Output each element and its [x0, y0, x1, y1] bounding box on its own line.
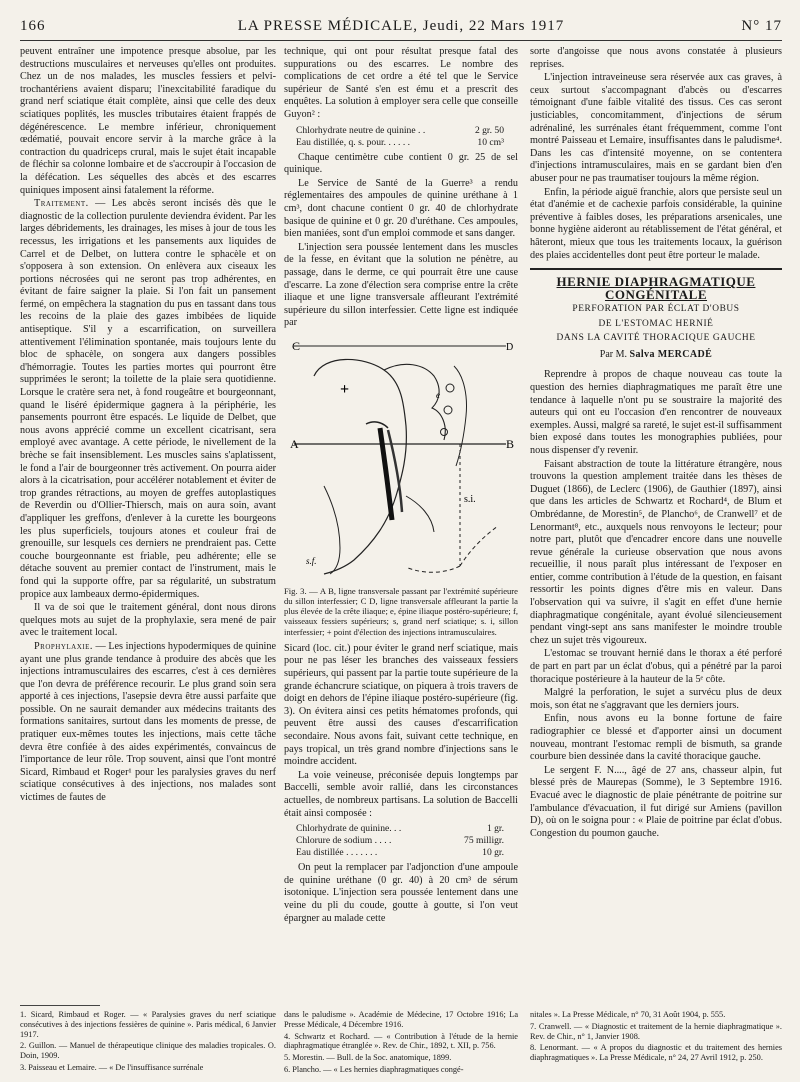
- column-3: [530, 46, 782, 1001]
- figure-3: [284, 336, 518, 582]
- footnote: 5. Morestin. — Bull. de la Soc. anatomique, 1899.: [284, 1053, 452, 1063]
- paragraph: peuvent entraîner une impotence presque absolue, par les destructions musculaires et nerveuses qu'elles ont produites. Chez un de nos malades, les muscles fessiers et pelvi-trochantériens avaient disparu; l'inexcitabilité faradique du grand nerf sciatique était complète, ainsi que celle des deux sciatiques poplités, les muscles tributaires étaient frappés de dégénérescence. Le membre inférieur, chroniquement œdématié, pouvait encore servir à la marche grâce à la contraction du quadriceps crural, mais le sujet était incapable de fléchir sa colonne lombaire et de s'accroupir à l'occasion de la défécation. Les séquelles des abcès et des escarres quiniques imposent ainsi fatalement la réforme.: [20, 46, 276, 196]
- paragraph: Malgré la perforation, le sujet a survécu plus de deux mois, son état ne s'aggravant que les derniers jours.: [530, 687, 782, 711]
- footnote: 2. Guillon. — Manuel de thérapeutique clinique des maladies tropicales. O. Doin, 1909.: [20, 1041, 276, 1061]
- sacral-foramen: [446, 384, 454, 392]
- paragraph: Il va de soi que le traitement général, dont nous dirons quelques mots au sujet de la prophylaxie, sera mené de pair avec le traitement local.: [20, 602, 276, 639]
- footnote: 6. Plancho. — « Les hernies diaphragmatiques congé-: [284, 1064, 464, 1074]
- formula-row: Eau distillée . . . . . . . 10 gr.: [296, 847, 504, 859]
- paragraph: Reprendre à propos de chaque nouveau cas toute la question des hernies diaphragmatiques me paraît être une tendance à laquelle n'ont pu se soustraire la majorité des auteurs qui ont eu l'occasion d'en rencontrer de nouveaux exemples. Aussi, malgré sa rareté, le sujet est-il suffisamment bien exposé dans toutes les monographies publiées, pour nous dispenser d'y revenir.: [530, 369, 782, 456]
- footnote-rule: [20, 1005, 100, 1006]
- paragraph: L'estomac se trouvant hernié dans le thorax a été perforé de part en part par un éclat d'obus, qui a pénétré par la paroi thoracique postérieure à la hauteur de la 5ᵉ côte.: [530, 648, 782, 685]
- formula-baccelli: [296, 823, 518, 859]
- paragraph: Le Service de Santé de la Guerre³ a rendu réglementaires des ampoules de quinine uréthane à 1 cm³, dont chacune contient 0 gr. 40 de chlorhydrate basique de quinine et 0 gr. 20 d'uréthane. Ces ampoules, bien maniées, sont d'un emploi commode et sans danger.: [284, 177, 518, 240]
- paragraph: technique, qui ont pour résultat presque fatal des suppurations ou des escarres. Le nombre des complications de cet ordre a été tel que le Service supérieur de Santé s'en est ému et a prescrit des enquêtes. La solution à employer sera celle que conseille Guyon² :: [284, 46, 518, 120]
- header-rule: [20, 40, 782, 41]
- paragraph: Faisant abstraction de toute la littérature étrangère, nous trouvons la question amplement traitée dans les thèses de Duguet (1866), de Leclerc (1906), de Gauthier (1897), ainsi que dans les articles de Schwartz et Rochard⁴, de Blum et Ombrédanne, de Morestin⁵, de Plancho⁶, de Cranwell⁷ et de Lenormant⁸, etc., auxquels nous renvoyons le lecteur; pour notre part, plutôt que d'encadrer encore dans une nouvelle revue générale la curieuse observation que nous avons recueillie, il nous paraît plus intéressant de l'exposer en entier, comme contribution à l'étude de la question, en faisant ressortir les points dignes d'être mis en valeur. Dans l'observation qui va suivre, il s'agit en effet d'une hernie diaphragmatique congénitale, ayant évolué silencieusement pendant vingt-sept ans sans manifester le moindre trouble chez un sujet très vigoureux.: [530, 458, 782, 646]
- label-c: C: [292, 338, 301, 353]
- paragraph: L'injection intraveineuse sera réservée aux cas graves, à ceux surtout s'accompagnant d'abcès ou d'escarres témoignant d'une faible vitalité des tissus. Ces cas seront justiciables, concomitamment, d'injections de sérum adrénaliné, les surrénales étant fréquemment, comme l'ont montré Paisseau et Lemaire, insuffisantes dans le paludisme⁴. Dans les cas d'intensité moyenne, on se contentera d'injections intramusculaires, mais en se gardant bien d'en abuser pour ne pas traumatiser toujours la même région.: [530, 72, 782, 184]
- footnote: 8. Lenormant. — « A propos du diagnostic et du traitement des hernies diaphragmatiques ». La Presse Médicale, n° 24, 27 Avril 1912, p. 250.: [530, 1043, 782, 1063]
- formula-row: Chlorure de sodium . . . . 75 milligr.: [296, 835, 504, 847]
- paragraph-prophylaxis: [20, 641, 276, 805]
- femur-outline: [324, 486, 340, 574]
- article-subtitle: DE L'ESTOMAC HERNIÉ: [598, 318, 714, 329]
- paragraph: On peut la remplacer par l'adjonction d'une ampoule de quinine uréthane (0 gr. 40) à 20 cm³ de sérum isotonique. L'injection sera poussée lentement dans une veine du pli du coude, goutte à goutte, si l'on veut épargner au malade cette: [284, 862, 518, 924]
- footnotes-col-1: [20, 1010, 276, 1075]
- sacral-foramen: [444, 406, 452, 414]
- footnotes-col-2: [284, 1010, 518, 1077]
- article-author: Par M. Salva MERCADÉ: [599, 348, 713, 360]
- label-sf: s.f.: [306, 555, 317, 566]
- sacral-foramen: [441, 428, 448, 435]
- paragraph-text: — Les abcès seront incisés dès que le diagnostic de la collection purulente deviendra évident. Par les larges débridements, les drainages, les mises à jour de tous les recessus, les irrigations et les pansements aux liquides de Carrel et de Delbet, on luttera contre le sphacèle et on s'opposera à son extension. On enlèvera aux ciseaux les portions nécrosées qui ne seront pas trop adhérentes, en évitant de faire saigner la plaie. Si l'on fait un pansement fermé, on empêchera la stagnation du pus en tassant dans tous les recoins de la plaie des gazes imbibées de liquide antiseptique. S'il y a escarrification, on surveillera attentivement l'élimination spontanée, mais toujours lente du bloc de sphacèle, on songera aux dangers possibles d'hémorragie. Toutes les parties mortes qui pourront être supprimées le seront; la toilette de la plaie sera quotidienne. Lorsque le cratère sera net, à fond rougeâtre et bourgeonnant, quand le liséré épidermique gagnera à la périphérie, les pansements pourront être espacés. Le liquide de Delbet, que nous avons apprécié comme un excellent cicatrisant, sera employé avec avantage. A cette période, le nivellement de la brèche se fait insensiblement. Les muscles sains s'aplatissent, le fond a l'air de bourgeonner très activement. On pourra aider alors à la cicatrisation, pour accélérer notablement et éviter de trop grandes rétractions, au moyen de greffes autoplastiques de Reverdin ou d'Ollier-Thiersch, mais on aura soin, avant d'appliquer les greffons, d'enlever à la curette les bourgeons les plus superficiels, toujours atones et couleur frai de grenouille, sur lesquels ces derniers ne prendraient pas. Cette couche bourgeonnante est friable, peu adhérente; elle se détache souvent au premier contact de l'instrument, mais le fond qui la supporte offre, par sa régularité, un substratum propice aux lambeaux dermo-épidermiques.: [20, 198, 276, 600]
- gluteal-fold-right: [460, 526, 498, 566]
- label-si: s.i.: [464, 493, 476, 505]
- figure-caption: Fig. 3. — A B, ligne transversale passant par l'extrémité supérieure du sillon interfessier; C D, ligne transversale affleurant la partie la plus élevée de la crête iliaque; e, épine iliaque postéro-supérieure; f, vaisseaux fessiers supérieurs; s, grand nerf sciatique; s. i, sillon interfessier; + point d'élection des injections intramusculaires.: [284, 585, 518, 637]
- footnote: 7. Cranwell. — « Diagnostic et traitement de la hernie diaphragmatique ». Rev. de Chir., n° 1, Janvier 1908.: [530, 1021, 782, 1041]
- paragraph: Enfin, la période aiguë franchie, alors que persiste seul un état d'anémie et de cachexie parfois considérable, la quinine préventive à faibles doses, les préparations arsenicales, une bonne hygiène aideront au rétablissement de l'état général, et hâteront, mieux que tous les traitements locaux, la guérison des plaies accidentelles dont peut être porteur le malade.: [530, 186, 782, 261]
- footnote: 4. Schwartz et Rochard. — « Contribution à l'étude de la hernie diaphragmatique étranglée ». Rev. de Chir., 1892, t. XII, p. 756.: [284, 1031, 518, 1051]
- footnote: dans le paludisme ». Académie de Médecine, 17 Octobre 1916; La Presse Médicale, 4 Décembre 1916.: [284, 1010, 518, 1029]
- formula-row: Chlorhydrate neutre de quinine . . 2 gr. 50: [296, 124, 504, 136]
- footnote: nitales ». La Presse Médicale, n° 70, 31 Août 1904, p. 555.: [530, 1010, 726, 1019]
- article-subtitle: DANS LA CAVITÉ THORACIQUE GAUCHE: [556, 333, 756, 344]
- label-e: e: [436, 389, 440, 400]
- paragraph: Sicard (loc. cit.) pour éviter le grand nerf sciatique, mais pour ne pas léser les branches des vaisseaux fessiers supérieurs, qui passent par la partie toute supérieure de la grande échancrure sciatique, on piquera à trois travers de doigt en dehors de l'épine iliaque postéro-supérieure (fig. 3). On évitera ainsi ces petits hématomes profonds, qui peuvent être aussi des causes d'escarrification secondaire. Nous avons fait, suivant cette technique, en pays tropical, un très grand nombre d'injections sans le moindre accident.: [284, 642, 518, 768]
- sacrum-outline: [384, 364, 445, 440]
- paragraph: La voie veineuse, préconisée depuis longtemps par Baccelli, semble avoir rallié, dans les circonstances actuelles, de nombreux partisans. La solution de Baccelli était ainsi composée :: [284, 769, 518, 819]
- paragraph: Chaque centimètre cube contient 0 gr. 25 de sel quinique.: [284, 151, 518, 176]
- article-heading: [530, 268, 782, 361]
- issue-number: N° 17: [741, 18, 782, 34]
- footnotes-col-3: [530, 1010, 782, 1065]
- column-1: [20, 46, 276, 1001]
- formula-row: Chlorhydrate de quinine. . . 1 gr.: [296, 823, 504, 835]
- paragraph-text: — Les injections hypodermiques de quinine ayant une plus grande tendance à produire des abcès que les injections intramusculaires des escarres, c'est à ces dernières que l'on devra de préférence recourir. Le plus grand soin sera apporté à ces injections, l'asepsie devra être aussi parfaite que possible. On ne saurait demander aux médecins traitants des formations sanitaires, surtout dans les moments de presse, de pratiquer eux-mêmes toutes les injections, mais cette tâche devra être confiée à des aides expérimentés, convaincus de l'importance de leur rôle. Trop souvent, ainsi que l'ont montré Sicard, Rimbaud et Roger¹ pour les paralysies graves du nerf sciatique consécutives à des injections, nos malades sont victimes de fautes de: [20, 640, 276, 804]
- paragraph: Enfin, nous avons eu la bonne fortune de faire radiographier ce blessé et d'apporter ainsi un document nouveau, montrant l'estomac rempli de bismuth, sa grande courbure bien dessinée dans la cavité thoracique gauche.: [530, 713, 782, 763]
- footnote: 3. Paisseau et Lemaire. — « De l'insuffisance surrénale: [20, 1062, 204, 1072]
- formula-row: Eau distillée, q. s. pour. . . . . . 10 cm³: [296, 136, 504, 148]
- paragraph: Le sergent F. N...., âgé de 27 ans, chasseur alpin, fut blessé près de Maurepas (Somme), le 3 Septembre 1916. Evacué avec le diagnostic de plaie pénétrante de poitrine sur l'ambulance d'évacuation, il fut dirigé sur Amiens (pavillon D), où on le soigna pour : « Plaie de poitrine par éclat d'obus. Congestion du poumon gauche.: [530, 764, 782, 839]
- article-title: HERNIE DIAPHRAGMATIQUE CONGÉNITALE: [556, 274, 756, 302]
- label-a: A: [290, 436, 299, 451]
- label-d: D: [506, 341, 514, 353]
- column-2: [284, 46, 518, 1001]
- ischium-outline: [406, 496, 434, 532]
- paragraph-treatment: [20, 198, 276, 601]
- injection-point-marker: +: [340, 380, 350, 398]
- section-label: Prophylaxie.: [34, 640, 93, 652]
- author-name: Salva MERCADÉ: [629, 348, 713, 360]
- paragraph: sorte d'angoisse que nous avons constatée à plusieurs reprises.: [530, 46, 782, 70]
- label-b: B: [506, 436, 515, 451]
- article-subtitle: PERFORATION PAR ÉCLAT D'OBUS: [572, 304, 740, 315]
- paragraph: L'injection sera poussée lentement dans les muscles de la fesse, en évitant que la solution ne pénètre, au passage, dans le derme, ce qui pourrait être une cause d'escarre. La zone d'élection sera comprise entre la crête iliaque et une ligne transversale affleurant l'extrémité supérieure du sillon interfessier. Cette ligne est indiquée par: [284, 241, 518, 329]
- formula-guyon: [296, 125, 518, 149]
- vessel-branch: [366, 422, 388, 428]
- ilium-outline: [314, 359, 406, 574]
- footnote: 1. Sicard, Rimbaud et Roger. — « Paralysies graves du nerf sciatique consécutives à des injections fessières de quinine ». Paris médical, 6 Janvier 1917.: [20, 1010, 276, 1039]
- gluteal-fold-left: [408, 566, 460, 572]
- anatomical-drawing: [284, 336, 518, 582]
- page-number: 166: [20, 18, 46, 34]
- section-label: Traitement.: [34, 198, 89, 210]
- journal-title: LA PRESSE MÉDICALE, Jeudi, 22 Mars 1917: [237, 18, 565, 34]
- page-header: [20, 18, 782, 40]
